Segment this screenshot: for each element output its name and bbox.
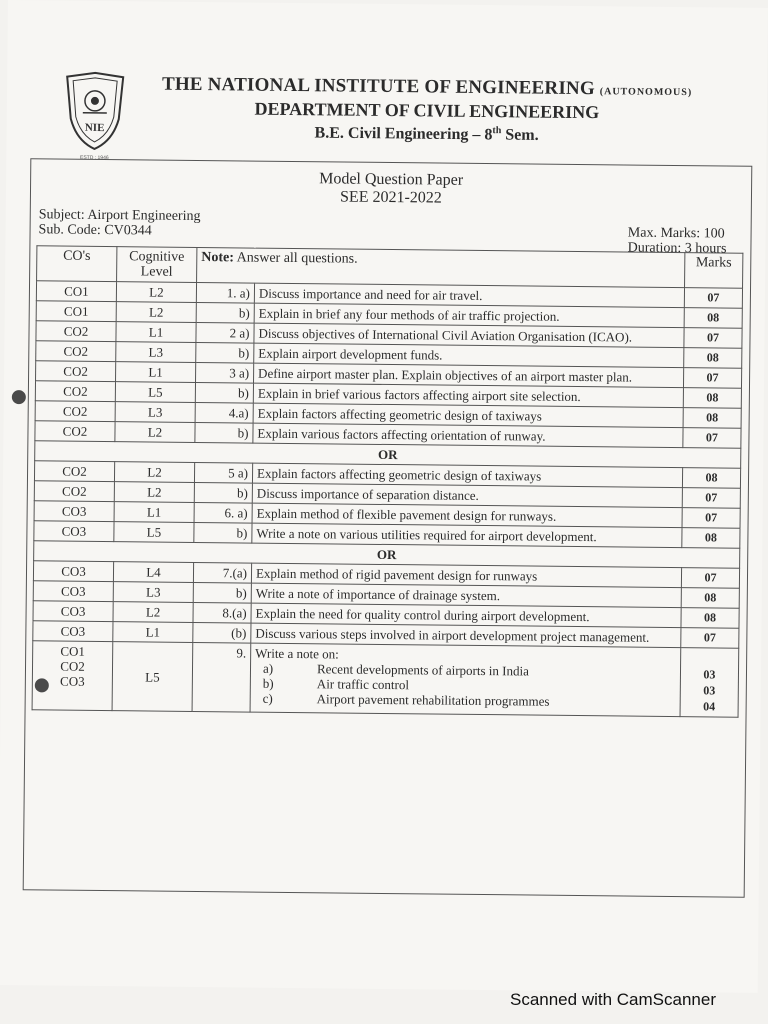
logo-letters: NIE (84, 121, 105, 135)
level-cell: L3 (116, 342, 196, 363)
co-value: CO2 (60, 658, 85, 674)
co-cell: CO3 (34, 521, 114, 542)
marks-cell (680, 648, 739, 718)
question-number: 8.(a) (193, 602, 251, 623)
co-cell: CO2 (36, 321, 116, 342)
question-number: 4.a) (195, 402, 253, 423)
marks-cell: 07 (683, 428, 741, 449)
question-number: b) (194, 522, 252, 543)
co-cell: CO3 (33, 621, 113, 642)
level-cell: L1 (114, 502, 194, 523)
paper-title-block (31, 167, 751, 211)
marks-cell: 08 (681, 588, 739, 609)
col-cos-header: CO's (37, 246, 117, 282)
marks-cell: 08 (682, 528, 740, 549)
co-cell: CO3 (33, 581, 113, 602)
sub-question-marks: 03 (703, 683, 716, 698)
co-cell: CO2 (35, 421, 115, 442)
co-cell: CO3 (33, 601, 113, 622)
co-cell: CO2 (34, 481, 114, 502)
co-cell: CO1 (36, 301, 116, 322)
marks-cell: 07 (684, 288, 742, 309)
institute-name: THE NATIONAL INSTITUTE OF ENGINEERING (AUTONOMOUS) (161, 73, 693, 100)
level-cell: L5 (114, 522, 194, 543)
co-cell (32, 641, 113, 711)
question-paper-frame (23, 158, 753, 898)
question-text: Discuss objectives of International Civil Aviation Organisation (ICAO). (254, 323, 684, 348)
question-number: 3 a) (196, 362, 254, 383)
paper-session: SEE 2021-2022 (339, 188, 442, 207)
level-cell: L2 (114, 482, 194, 503)
question-number: 5 a) (194, 462, 252, 483)
sub-question-marks: 03 (703, 667, 716, 682)
marks-cell: 08 (681, 608, 739, 629)
question-number: 2 a) (196, 322, 254, 343)
question-number: b) (196, 342, 254, 363)
co-cell: CO2 (36, 361, 116, 382)
question-number: b) (195, 382, 253, 403)
question-text: Discuss various steps involved in airport development project management. (251, 623, 681, 648)
question-text: Discuss importance and need for air travel. (254, 283, 684, 308)
level-cell: L2 (115, 422, 195, 443)
question-text: Explain various factors affecting orientation of runway. (253, 423, 683, 448)
level-cell: L1 (113, 622, 193, 643)
or-label: OR (35, 441, 741, 468)
level-cell: L5 (112, 642, 193, 712)
sub-question-label: c) (262, 690, 273, 706)
co-cell: CO3 (33, 561, 113, 582)
level-cell: L1 (116, 322, 196, 343)
marks-cell: 07 (682, 508, 740, 529)
sub-question-text: Air traffic control (316, 676, 410, 693)
question-text: Explain method of rigid pavement design for runways (251, 563, 681, 588)
max-marks: Max. Marks: 100 (627, 225, 725, 242)
co-cell: CO2 (36, 341, 116, 362)
or-label: OR (34, 541, 740, 568)
co-cell: CO1 (36, 281, 116, 302)
level-cell: L2 (113, 602, 193, 623)
question-text (250, 643, 681, 716)
question-text: Explain airport development funds. (254, 343, 684, 368)
question-number: 1. a) (196, 282, 254, 303)
col-marks-header: Marks (685, 253, 743, 289)
questions-table (32, 245, 744, 717)
marks-cell: 08 (683, 388, 741, 409)
question-text: Write a note on various utilities required for airport development. (252, 523, 682, 548)
duration: Duration: 3 hours (627, 240, 727, 257)
nie-crest-logo (62, 71, 127, 162)
q9-intro: Write a note on: (255, 645, 339, 662)
question-number: b) (194, 482, 252, 503)
question-text: Discuss importance of separation distance. (252, 483, 682, 508)
punch-hole (35, 678, 49, 692)
question-text: Explain factors affecting geometric design of taxiways (253, 403, 683, 428)
marks-cell: 07 (681, 568, 739, 589)
co-cell: CO2 (35, 381, 115, 402)
paper-title: Model Question Paper (319, 170, 464, 189)
questions-body (32, 281, 742, 717)
question-number: (b) (193, 622, 251, 643)
question-text: Explain in brief various factors affecting airport site selection. (253, 383, 683, 408)
level-cell: L4 (113, 562, 193, 583)
co-value: CO3 (60, 673, 85, 689)
sub-question-label: b) (262, 675, 274, 691)
punch-hole (12, 390, 26, 404)
marks-cell: 08 (683, 408, 741, 429)
subject-info (39, 207, 201, 239)
program-semester: B.E. Civil Engineering – 8th Sem. (314, 124, 539, 144)
department-name: DEPARTMENT OF CIVIL ENGINEERING (254, 98, 600, 123)
level-cell: L1 (116, 362, 196, 383)
co-cell: CO3 (34, 501, 114, 522)
sub-question-text: Recent developments of airports in India (316, 661, 530, 679)
level-cell: L5 (115, 382, 195, 403)
level-cell: L3 (115, 402, 195, 423)
logo-estd: ESTD : 1946 (80, 154, 109, 162)
level-cell: L3 (113, 582, 193, 603)
marks-cell: 07 (681, 628, 739, 649)
marks-cell: 07 (684, 328, 742, 349)
level-cell: L2 (116, 282, 196, 303)
sub-question-marks: 04 (703, 699, 716, 714)
question-row-9 (32, 641, 739, 717)
subject-name: Subject: Airport Engineering (38, 207, 201, 225)
level-cell: L2 (114, 462, 194, 483)
question-text: Write a note of importance of drainage system. (251, 583, 681, 608)
marks-cell: 08 (682, 468, 740, 489)
question-number: b) (195, 422, 253, 443)
header-block (127, 73, 728, 147)
marks-cell: 08 (684, 348, 742, 369)
question-text: Define airport master plan. Explain objectives of an airport master plan. (254, 363, 684, 388)
co-value: CO1 (60, 643, 86, 659)
note-header: Note: Answer all questions. (197, 247, 685, 287)
question-number: 9. (192, 642, 251, 712)
marks-cell: 08 (684, 308, 742, 329)
question-number: b) (193, 582, 251, 603)
sub-question-text: Airport pavement rehabilitation programmes (316, 691, 550, 709)
question-number: 7.(a) (193, 562, 251, 583)
sub-question (263, 691, 676, 710)
marks-cell: 07 (683, 368, 741, 389)
question-number: b) (196, 302, 254, 323)
question-text: Explain the need for quality control during airport development. (251, 603, 681, 628)
subject-code: Sub. Code: CV0344 (38, 222, 152, 239)
question-text: Explain in brief any four methods of air traffic projection. (254, 303, 684, 328)
level-cell: L2 (116, 302, 196, 323)
sub-question-label: a) (262, 660, 274, 676)
marks-cell: 07 (682, 488, 740, 509)
autonomous-tag: (AUTONOMOUS) (599, 86, 693, 99)
marks-spacer (685, 650, 734, 667)
camscanner-watermark: Scanned with CamScanner (509, 990, 716, 1009)
question-text: Explain method of flexible pavement design for runways. (252, 503, 682, 528)
col-level-header: Cognitive Level (117, 247, 197, 283)
co-cell: CO2 (34, 461, 114, 482)
question-text: Explain factors affecting geometric design of taxiways (252, 463, 682, 488)
co-cell: CO2 (35, 401, 115, 422)
question-number: 6. a) (194, 502, 252, 523)
